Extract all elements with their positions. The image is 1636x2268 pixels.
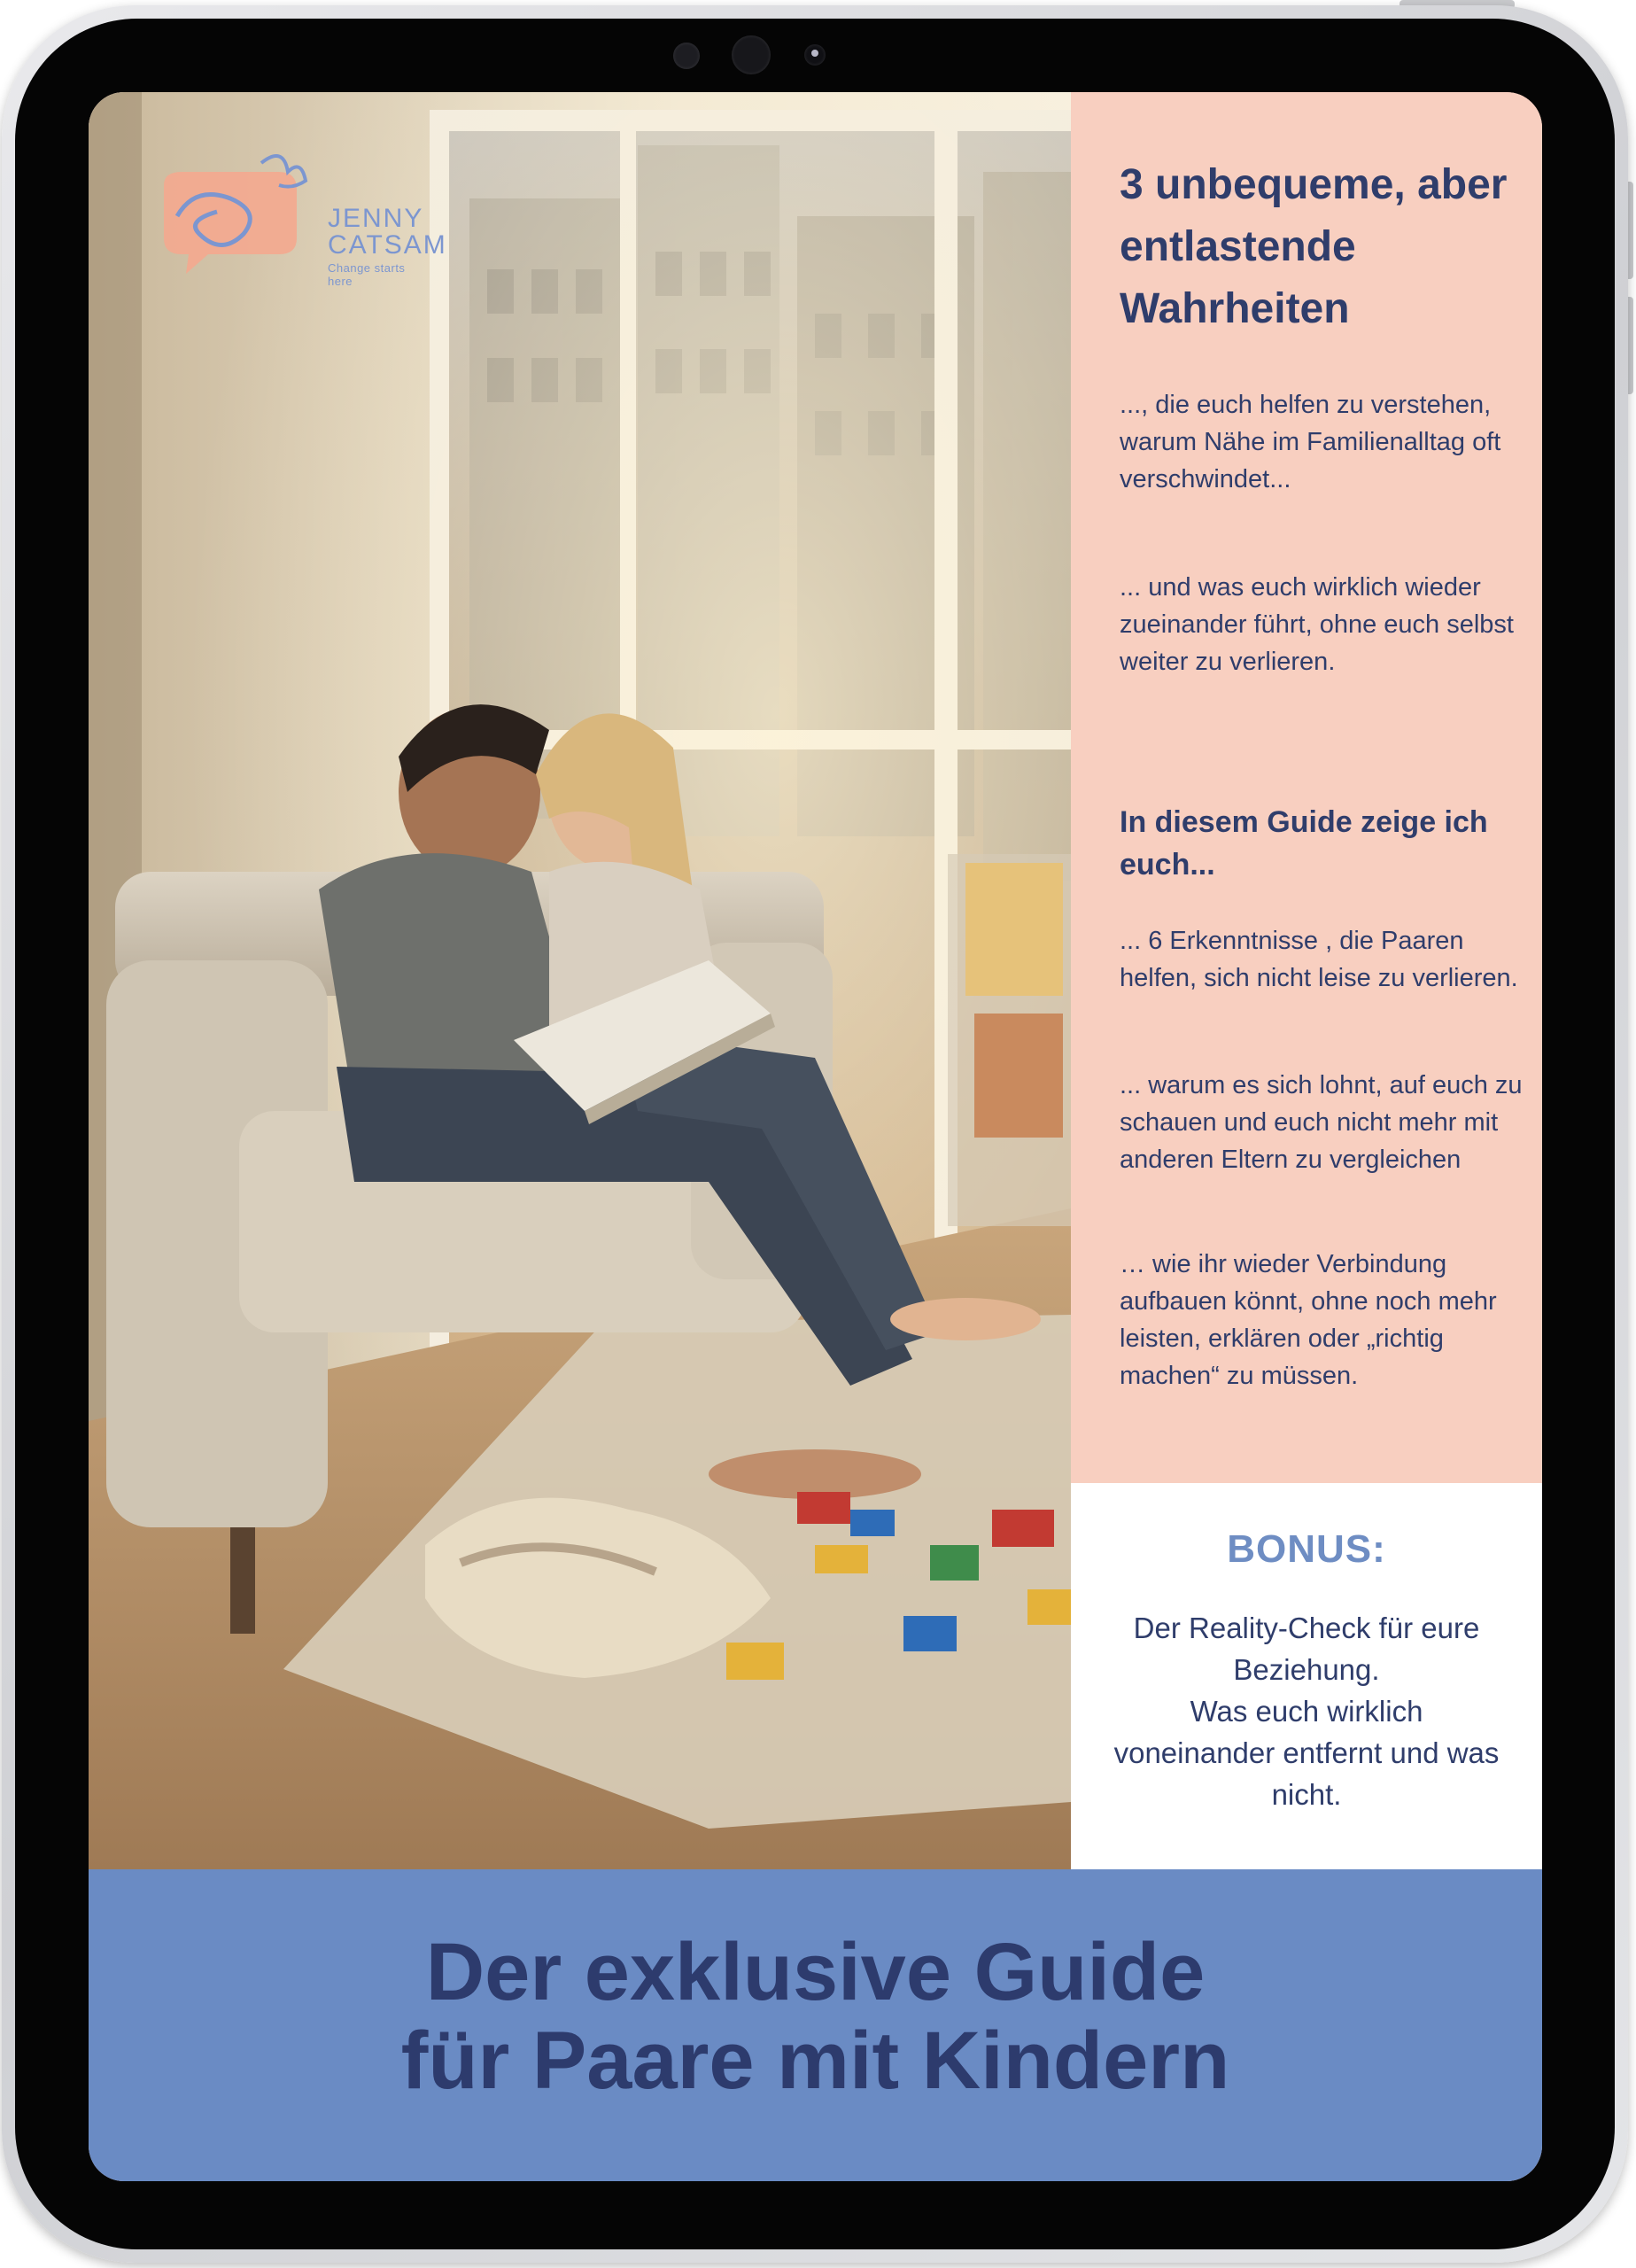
- guide-point-2: ... warum es sich lohnt, auf euch zu schauen und euch nicht mehr mit anderen Eltern zu vergleichen: [1120, 1071, 1523, 1174]
- brand-logo: [146, 150, 447, 288]
- text-panel: [1071, 92, 1542, 1483]
- logo-name-line-2: CATSAM: [328, 230, 447, 260]
- logo-tagline: Change starts here: [328, 261, 406, 288]
- cover-title: [89, 1928, 1542, 2105]
- speech-bubble-logo-icon: [146, 150, 323, 283]
- camera-lens-icon: [804, 44, 826, 66]
- intro-paragraph-2: ... und was euch wirklich wieder zueinander führt, ohne euch selbst weiter zu verlieren.: [1120, 573, 1514, 676]
- photo-illustration: [89, 92, 1071, 1869]
- guide-subheading: In diesem Guide zeige ich euch...: [1120, 805, 1488, 882]
- bonus-line-1: Der Reality-Check für eure Beziehung.: [1133, 1612, 1480, 1686]
- logo-name-line-1: JENNY: [328, 204, 424, 233]
- bonus-text: [1106, 1607, 1507, 1815]
- intro-paragraph-1: ..., die euch helfen zu verstehen, warum Nähe im Familienalltag oft verschwindet...: [1120, 391, 1501, 493]
- camera-icon: [732, 35, 771, 74]
- guide-point-1: ... 6 Erkenntnisse , die Paaren helfen, sich nicht leise zu verlieren.: [1120, 927, 1518, 992]
- bonus-line-2: Was euch wirklich voneinander entfernt und was nicht.: [1113, 1695, 1500, 1811]
- bonus-box: [1071, 1483, 1542, 1869]
- guide-point-3: … wie ihr wieder Verbindung aufbauen könnt, ohne noch mehr leisten, erklären oder „richtig machen“ zu müssen.: [1120, 1250, 1497, 1390]
- cover-photo-couple-reading: [89, 92, 1071, 1869]
- bonus-title: BONUS:: [1227, 1527, 1386, 1571]
- title-banner: [89, 1869, 1542, 2181]
- ebook-cover: [89, 92, 1542, 2181]
- sensor-icon: [673, 43, 700, 69]
- cover-title-line-2: für Paare mit Kindern: [400, 2016, 1230, 2106]
- panel-headline: 3 unbequeme, aber entlastende Wahrheiten: [1120, 161, 1508, 332]
- cover-title-line-1: Der exklusive Guide: [425, 1927, 1206, 2017]
